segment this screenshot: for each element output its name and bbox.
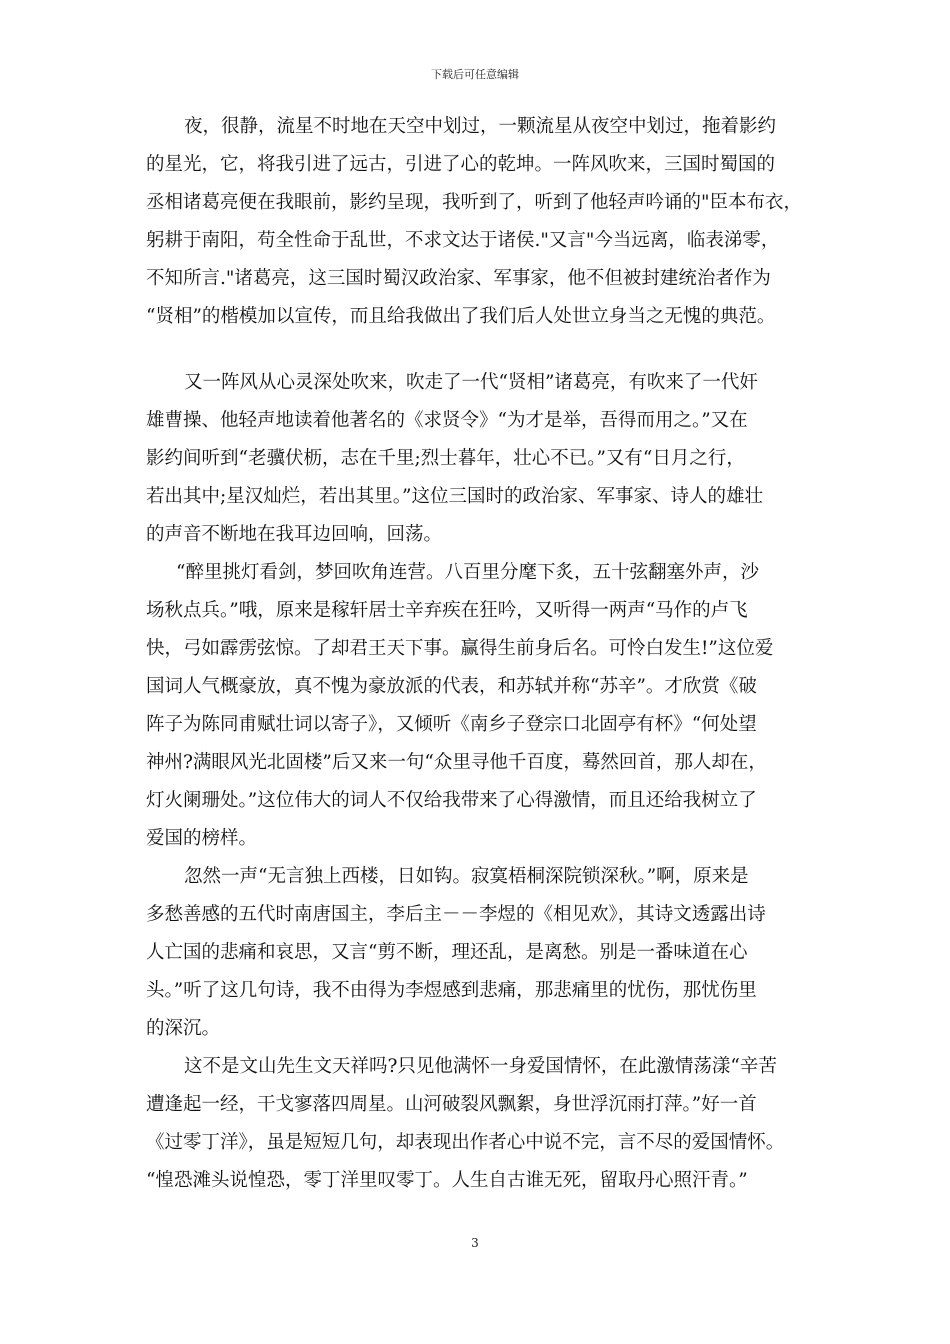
text-line: 场秋点兵。”哦，原来是稼轩居士辛弃疾在狂吟，又听得一两声“马作的卢飞 [146, 600, 748, 621]
document-body [146, 0, 810, 1344]
text-line: 影约间听到“老骥伏枥，志在千里;烈士暮年，壮心不已。”又有“日月之行， [146, 448, 745, 469]
text-line: 灯火阑珊处。”这位伟大的词人不仅给我带来了心得激情，而且还给我树立了 [146, 790, 757, 811]
text-line: 阵子为陈同甫赋壮词以寄子》，又倾听《南乡子登宗口北固亭有杯》“何处望 [146, 714, 757, 735]
text-line: 的深沉。 [146, 1018, 221, 1039]
text-line: 国词人气概豪放，真不愧为豪放派的代表，和苏轼并称“苏辛”。才欣赏《破 [146, 676, 757, 697]
text-line: 的声音不断地在我耳边回响，回荡。 [146, 524, 443, 545]
text-line: 这不是文山先生文天祥吗?只见他满怀一身爱国情怀，在此激情荡漾“辛苦 [184, 1056, 777, 1077]
text-line: 若出其中;星汉灿烂，若出其里。”这位三国时的政治家、军事家、诗人的雄壮 [146, 486, 763, 507]
text-line: 躬耕于南阳，苟全性命于乱世，不求文达于诸侯."又言"今当远离，临表涕零， [146, 230, 780, 251]
text-line: 丞相诸葛亮便在我眼前，影约呈现，我听到了，听到了他轻声吟诵的"臣本布衣， [146, 192, 803, 213]
text-line: 又一阵风从心灵深处吹来，吹走了一代“贤相”诸葛亮，有吹来了一代奸 [184, 372, 758, 393]
text-line: 《过零丁洋》，虽是短短几句，却表现出作者心中说不完，言不尽的爱国情怀。 [146, 1132, 785, 1153]
text-line: 夜，很静，流星不时地在天空中划过，一颗流星从夜空中划过，拖着影约 [184, 116, 777, 137]
text-line: “贤相”的楷模加以宣传，而且给我做出了我们后人处世立身当之无愧的典范。 [146, 306, 776, 327]
page-number: 3 [471, 1236, 479, 1250]
text-line: 不知所言."诸葛亮，这三国时蜀汉政治家、军事家，他不但被封建统治者作为 [146, 268, 771, 289]
text-line: “惶恐滩头说惶恐，零丁洋里叹零丁。人生自古谁无死，留取丹心照汗青。” [146, 1170, 748, 1191]
text-line: 忽然一声“无言独上西楼，日如钩。寂寞梧桐深院锁深秋。”啊，原来是 [184, 866, 749, 887]
page-header: 下载后可任意编辑 [431, 68, 519, 81]
text-line: “醉里挑灯看剑，梦回吹角连营。八百里分麾下炙，五十弦翻塞外声，沙 [176, 562, 759, 583]
text-line: 多愁善感的五代时南唐国主，李后主－－李煜的《相见欢》，其诗文透露出诗 [146, 904, 766, 925]
text-line: 人亡国的悲痛和哀思，又言“剪不断，理还乱，是离愁。别是一番味道在心 [146, 942, 748, 963]
text-line: 快，弓如霹雳弦惊。了却君王天下事。赢得生前身后名。可怜白发生!”这位爱 [146, 638, 774, 659]
text-line: 雄曹操、他轻声地读着他著名的《求贤令》“为才是举，吾得而用之。”又在 [146, 410, 748, 431]
text-line: 遭逢起一经，干戈寥落四周星。山河破裂风飘絮，身世浮沉雨打萍。”好一首 [146, 1094, 757, 1115]
text-line: 头。”听了这几句诗，我不由得为李煜感到悲痛，那悲痛里的忧伤，那忧伤里 [146, 980, 757, 1001]
text-line: 爱国的榜样。 [146, 828, 258, 849]
text-line: 神州?满眼风光北固楼”后又来一句“众里寻他千百度，蓦然回首，那人却在， [146, 752, 767, 773]
text-line: 的星光，它，将我引进了远古，引进了心的乾坤。一阵风吹来，三国时蜀国的 [146, 154, 776, 175]
